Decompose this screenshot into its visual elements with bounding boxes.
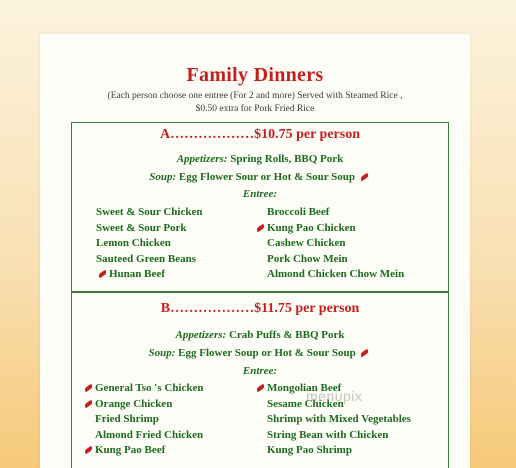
section-a-left-column [96, 205, 202, 283]
section-a-price: A………………$10.75 per person [159, 127, 361, 142]
chili-pepper-icon [98, 270, 108, 278]
chili-pepper-icon [360, 349, 370, 357]
soup-label: Soup: [148, 347, 176, 359]
list-item [254, 205, 404, 221]
list-item: Sweet & Sour Pork [96, 221, 187, 234]
section-b-appetizers [72, 329, 448, 341]
list-item-label: Orange Chicken [95, 397, 173, 410]
chili-pepper-icon [84, 384, 94, 392]
appetizers-value: Spring Rolls, BBQ Pork [227, 153, 344, 165]
list-item [82, 428, 204, 444]
list-item-label: Almond Fried Chicken [95, 428, 204, 441]
list-item-label: Sesame Chicken [267, 397, 344, 410]
list-item [82, 381, 204, 397]
list-item-label: Kung Pao Beef [95, 444, 166, 456]
list-item-label: Almond Chicken Chow Mein [267, 268, 405, 280]
menu-page [40, 34, 470, 468]
list-item-label: Kung Pao Shrimp [267, 444, 352, 456]
soup-label: Soup: [149, 171, 177, 183]
list-item [254, 412, 411, 428]
list-item-label: String Bean with Chicken [267, 428, 389, 441]
section-a [71, 122, 449, 292]
menu-title: Family Dinners [186, 64, 324, 86]
soup-value: Egg Flower Sour or Hot & Sour Soup [176, 171, 356, 183]
menu-subtitle-line1: (Each person choose one entree (For 2 and more) Served with Steamed Rice , [107, 91, 403, 101]
list-item [254, 236, 404, 252]
section-b-entree-heading [72, 365, 448, 377]
list-item-label: Fried Shrimp [95, 413, 159, 425]
list-item-label: Broccoli Beef [267, 206, 330, 218]
list-item-label: Mongolian Beef [267, 382, 342, 394]
menu-subtitle-line2: $0.50 extra for Pork Fried Rice [195, 104, 315, 114]
list-item-label: Shrimp with Mixed Vegetables [267, 413, 411, 425]
list-item [254, 221, 404, 237]
appetizers-label: Appetizers: [175, 329, 227, 341]
section-a-entree-heading [72, 188, 448, 200]
section-a-right-column [254, 205, 404, 283]
list-item [82, 443, 204, 459]
list-item-label: Cashew Chicken [267, 237, 346, 249]
section-b-soup [72, 347, 448, 359]
list-item: Sauteed Green Beans [96, 252, 197, 265]
list-item-label: Hunan Beef [109, 268, 165, 280]
section-b-price: B………………$11.75 per person [160, 301, 360, 316]
list-item-label: Kung Pao Chicken [267, 221, 356, 234]
list-item-label: General Tso 's Chicken [95, 382, 204, 394]
list-item [96, 267, 202, 283]
chili-pepper-icon [256, 224, 266, 232]
section-b [71, 292, 449, 468]
chili-pepper-icon [359, 173, 369, 181]
chili-pepper-icon [256, 384, 266, 392]
list-item [254, 443, 411, 459]
chili-pepper-icon [84, 446, 94, 454]
list-item [254, 267, 404, 283]
chili-pepper-icon [84, 400, 94, 408]
list-item [82, 397, 204, 413]
watermark: menupix [306, 388, 363, 404]
section-b-left-column [82, 381, 204, 459]
list-item-label: Pork Chow Mein [267, 252, 348, 265]
list-item [82, 412, 204, 428]
entree-label: Entree: [242, 188, 278, 200]
appetizers-label: Appetizers: [176, 153, 228, 165]
list-item [254, 252, 404, 268]
entree-label: Entree: [242, 365, 278, 377]
list-item: Lemon Chicken [96, 237, 171, 249]
soup-value: Egg Flower Soup or Hot & Sour Soup [175, 347, 356, 359]
section-a-appetizers [72, 153, 448, 165]
appetizers-value: Crab Puffs & BBQ Pork [226, 329, 345, 341]
section-a-soup [72, 171, 448, 183]
list-item [254, 428, 411, 444]
list-item: Sweet & Sour Chicken [96, 206, 203, 218]
